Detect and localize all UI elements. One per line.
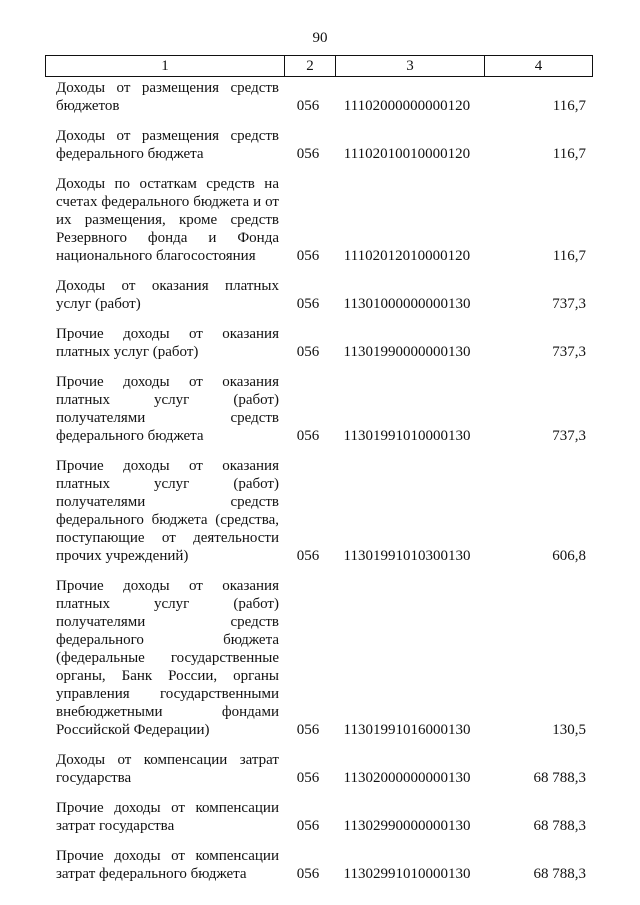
row-amount: 737,3 <box>552 296 586 312</box>
row-kbk: 11301991016000130 <box>343 722 471 738</box>
row-name: Прочие доходы от оказания платных услуг (работ) получателями средств федерального бюджета <box>56 374 279 444</box>
row-code: 056 <box>296 344 320 360</box>
table-row <box>45 577 588 751</box>
table-header <box>45 55 593 77</box>
row-kbk: 11302000000000130 <box>343 770 471 786</box>
row-amount: 68 788,3 <box>533 770 586 786</box>
row-amount: 606,8 <box>552 548 586 564</box>
row-amount: 116,7 <box>552 248 586 264</box>
header-col-2: 2 <box>285 56 336 77</box>
table-row <box>45 799 588 847</box>
row-name: Прочие доходы от оказания платных услуг (работ) <box>56 326 279 360</box>
table-row <box>45 79 588 127</box>
row-kbk: 11102010010000120 <box>343 146 471 162</box>
table-row <box>45 373 588 457</box>
row-kbk: 11102012010000120 <box>343 248 471 264</box>
header-col-4: 4 <box>485 56 593 77</box>
row-code: 056 <box>296 248 320 264</box>
row-kbk: 11301990000000130 <box>343 344 471 360</box>
row-amount: 737,3 <box>552 344 586 360</box>
row-amount: 116,7 <box>552 98 586 114</box>
row-kbk: 11102000000000120 <box>343 98 471 114</box>
row-kbk: 11301991010300130 <box>343 548 471 564</box>
table-row <box>45 847 588 895</box>
table-row <box>45 751 588 799</box>
table-row <box>45 457 588 577</box>
row-code: 056 <box>296 770 320 786</box>
table-row <box>45 175 588 277</box>
table-body <box>45 79 588 895</box>
row-name: Доходы от размещения средств бюджетов <box>56 80 279 114</box>
row-name: Доходы от размещения средств федерального бюджета <box>56 128 279 162</box>
page-number: 90 <box>312 30 328 46</box>
table-row <box>45 127 588 175</box>
row-code: 056 <box>296 722 320 738</box>
row-amount: 130,5 <box>552 722 586 738</box>
revenue-table <box>45 79 588 895</box>
row-code: 056 <box>296 866 320 882</box>
row-code: 056 <box>296 428 320 444</box>
row-code: 056 <box>296 296 320 312</box>
row-name: Прочие доходы от компенсации затрат государства <box>56 800 279 834</box>
row-code: 056 <box>296 146 320 162</box>
row-code: 056 <box>296 98 320 114</box>
row-kbk: 11301000000000130 <box>343 296 471 312</box>
row-amount: 116,7 <box>552 146 586 162</box>
header-col-3: 3 <box>336 56 485 77</box>
row-name: Доходы от компенсации затрат государства <box>56 752 279 786</box>
row-name: Доходы по остаткам средств на счетах федерального бюджета и от их размещения, кроме средств Резервного фонда и Фонда национального благосостояния <box>56 176 279 264</box>
row-amount: 737,3 <box>552 428 586 444</box>
header-col-1: 1 <box>46 56 285 77</box>
row-amount: 68 788,3 <box>533 818 586 834</box>
row-kbk: 11302990000000130 <box>343 818 471 834</box>
row-code: 056 <box>296 548 320 564</box>
row-name: Прочие доходы от компенсации затрат федерального бюджета <box>56 848 279 882</box>
row-name: Доходы от оказания платных услуг (работ) <box>56 278 279 312</box>
row-name: Прочие доходы от оказания платных услуг (работ) получателями средств федерального бюджета (федеральные государственные органы, Банк России, органы управления государственными внебюджетными фондами Российской Федерации) <box>56 578 279 738</box>
table-row <box>45 277 588 325</box>
row-kbk: 11301991010000130 <box>343 428 471 444</box>
row-kbk: 11302991010000130 <box>343 866 471 882</box>
row-code: 056 <box>296 818 320 834</box>
row-amount: 68 788,3 <box>533 866 586 882</box>
table-row <box>45 325 588 373</box>
row-name: Прочие доходы от оказания платных услуг (работ) получателями средств федерального бюджета (средства, поступающие от деятельности прочих учреждений) <box>56 458 279 564</box>
